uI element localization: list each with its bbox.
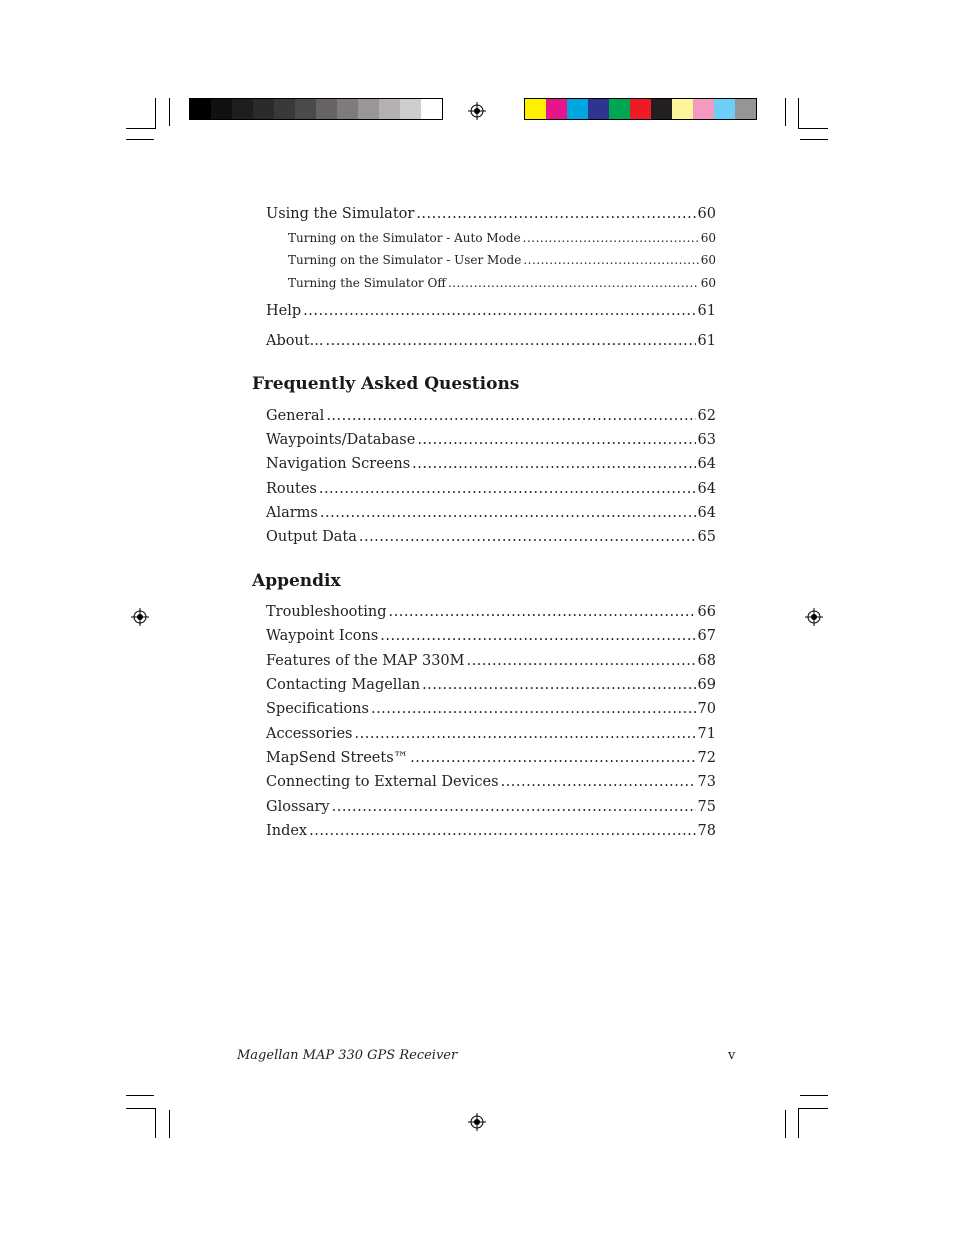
toc-entry[interactable] — [266, 333, 716, 349]
toc-entry-page: 65 — [697, 529, 716, 545]
toc-entry[interactable] — [266, 628, 716, 644]
toc-entry-title: Using the Simulator — [266, 206, 415, 222]
color-swatch — [567, 99, 588, 119]
toc-leader — [417, 432, 695, 448]
crop-mark — [785, 98, 786, 126]
toc-entry-page: 62 — [697, 408, 716, 424]
toc-entry-title: Routes — [266, 481, 317, 497]
process-color-bar — [524, 98, 757, 120]
color-swatch — [253, 99, 274, 119]
toc-leader — [501, 774, 696, 790]
toc-entry[interactable] — [266, 206, 716, 222]
toc-entry-title: MapSend Streets™ — [266, 750, 409, 766]
toc-leader — [320, 505, 696, 521]
toc-entry[interactable] — [266, 726, 716, 742]
toc-entry[interactable] — [266, 456, 716, 472]
toc-entry-page: 60 — [700, 253, 716, 267]
color-swatch — [714, 99, 735, 119]
crop-mark — [126, 139, 154, 140]
toc-entry-page: 72 — [697, 750, 716, 766]
toc-leader — [410, 750, 695, 766]
toc-entry-title: Index — [266, 823, 308, 839]
toc-entry-title: Help — [266, 303, 302, 319]
toc-entry-page: 61 — [697, 333, 716, 349]
color-swatch — [546, 99, 567, 119]
toc-entry-page: 68 — [697, 653, 716, 669]
toc-leader — [355, 726, 696, 742]
toc-entry-title: Glossary — [266, 799, 330, 815]
registration-target-icon — [805, 608, 823, 626]
toc-entry[interactable] — [266, 408, 716, 424]
toc-entry[interactable] — [266, 701, 716, 717]
crop-mark — [785, 1110, 786, 1138]
color-swatch — [358, 99, 379, 119]
crop-mark — [126, 128, 156, 129]
toc-entry-page: 60 — [700, 276, 716, 290]
crop-mark — [798, 1108, 799, 1138]
toc-entry-page: 66 — [697, 604, 716, 620]
toc-entry-page: 64 — [697, 456, 716, 472]
registration-target-icon — [468, 1113, 486, 1131]
toc-subentry[interactable] — [288, 231, 716, 245]
grayscale-color-bar — [189, 98, 443, 120]
color-swatch — [190, 99, 211, 119]
toc-entry[interactable] — [266, 303, 716, 319]
toc-entry-title: Connecting to External Devices — [266, 774, 499, 790]
color-swatch — [295, 99, 316, 119]
toc-leader — [448, 276, 699, 290]
toc-leader — [422, 677, 695, 693]
toc-subentry[interactable] — [288, 276, 716, 290]
toc-leader — [332, 799, 696, 815]
toc-entry[interactable] — [266, 653, 716, 669]
toc-entry[interactable] — [266, 774, 716, 790]
toc-entry[interactable] — [266, 529, 716, 545]
toc-entry[interactable] — [266, 505, 716, 521]
color-swatch — [274, 99, 295, 119]
toc-entry-title: Contacting Magellan — [266, 677, 421, 693]
crop-mark — [798, 98, 799, 128]
toc-entry-title: Turning the Simulator Off — [288, 276, 446, 290]
toc-entry-title: Specifications — [266, 701, 369, 717]
toc-leader — [380, 628, 695, 644]
toc-entry[interactable] — [266, 481, 716, 497]
toc-leader — [303, 303, 695, 319]
color-swatch — [337, 99, 358, 119]
toc-entry[interactable] — [266, 799, 716, 815]
toc-entry-title: Troubleshooting — [266, 604, 387, 620]
toc-entry-page: 70 — [697, 701, 716, 717]
color-swatch — [400, 99, 421, 119]
color-swatch — [693, 99, 714, 119]
toc-entry-page: 73 — [697, 774, 716, 790]
toc-entry[interactable] — [266, 677, 716, 693]
footer-page-number: v — [728, 1048, 736, 1063]
toc-entry-title: Output Data — [266, 529, 357, 545]
toc-entry-page: 63 — [697, 432, 716, 448]
color-swatch — [379, 99, 400, 119]
color-swatch — [630, 99, 651, 119]
toc-entry[interactable] — [266, 432, 716, 448]
color-swatch — [609, 99, 630, 119]
toc-leader — [389, 604, 696, 620]
toc-entry-title: Turning on the Simulator - Auto Mode — [288, 231, 521, 245]
toc-leader — [319, 481, 696, 497]
color-swatch — [651, 99, 672, 119]
toc-leader — [412, 456, 695, 472]
crop-mark — [126, 1108, 156, 1109]
toc-entry-page: 64 — [697, 505, 716, 521]
toc-entry-title: About... — [266, 333, 324, 349]
toc-leader — [359, 529, 696, 545]
toc-leader — [523, 231, 699, 245]
toc-entry-title: Features of the MAP 330M — [266, 653, 465, 669]
toc-entry-page: 75 — [697, 799, 716, 815]
toc-entry-title: Waypoint Icons — [266, 628, 379, 644]
crop-mark — [800, 139, 828, 140]
toc-entry[interactable] — [266, 750, 716, 766]
crop-mark — [800, 1095, 828, 1096]
toc-leader — [325, 333, 695, 349]
toc-leader — [326, 408, 695, 424]
color-swatch — [525, 99, 546, 119]
toc-entry-title: Accessories — [266, 726, 353, 742]
toc-entry-title: Waypoints/Database — [266, 432, 416, 448]
crop-mark — [155, 98, 156, 128]
color-swatch — [735, 99, 756, 119]
crop-mark — [126, 1095, 154, 1096]
registration-target-icon — [131, 608, 149, 626]
crop-mark — [155, 1108, 156, 1138]
toc-entry-page: 69 — [697, 677, 716, 693]
color-swatch — [421, 99, 442, 119]
color-swatch — [232, 99, 253, 119]
toc-entry-page: 78 — [697, 823, 716, 839]
toc-leader — [371, 701, 696, 717]
toc-entry[interactable] — [266, 604, 716, 620]
toc-leader — [416, 206, 695, 222]
toc-entry[interactable] — [266, 823, 716, 839]
toc-leader — [523, 253, 698, 267]
toc-leader — [309, 823, 695, 839]
crop-mark — [169, 1110, 170, 1138]
color-swatch — [588, 99, 609, 119]
color-swatch — [316, 99, 337, 119]
color-swatch — [672, 99, 693, 119]
crop-mark — [169, 98, 170, 126]
toc-entry-title: General — [266, 408, 325, 424]
toc-entry-page: 67 — [697, 628, 716, 644]
color-swatch — [211, 99, 232, 119]
toc-entry-page: 64 — [697, 481, 716, 497]
toc-entry-page: 60 — [700, 231, 716, 245]
crop-mark — [798, 1108, 828, 1109]
faq-heading: Frequently Asked Questions — [252, 374, 520, 394]
footer-title: Magellan MAP 330 GPS Receiver — [237, 1048, 458, 1063]
toc-entry-page: 60 — [697, 206, 716, 222]
toc-entry-title: Turning on the Simulator - User Mode — [288, 253, 522, 267]
crop-mark — [798, 128, 828, 129]
appendix-heading: Appendix — [252, 571, 341, 591]
toc-leader — [467, 653, 696, 669]
toc-entry-page: 61 — [697, 303, 716, 319]
toc-entry-title: Navigation Screens — [266, 456, 411, 472]
toc-subentry[interactable] — [288, 253, 716, 267]
toc-entry-page: 71 — [697, 726, 716, 742]
registration-target-icon — [468, 102, 486, 120]
toc-entry-title: Alarms — [266, 505, 318, 521]
